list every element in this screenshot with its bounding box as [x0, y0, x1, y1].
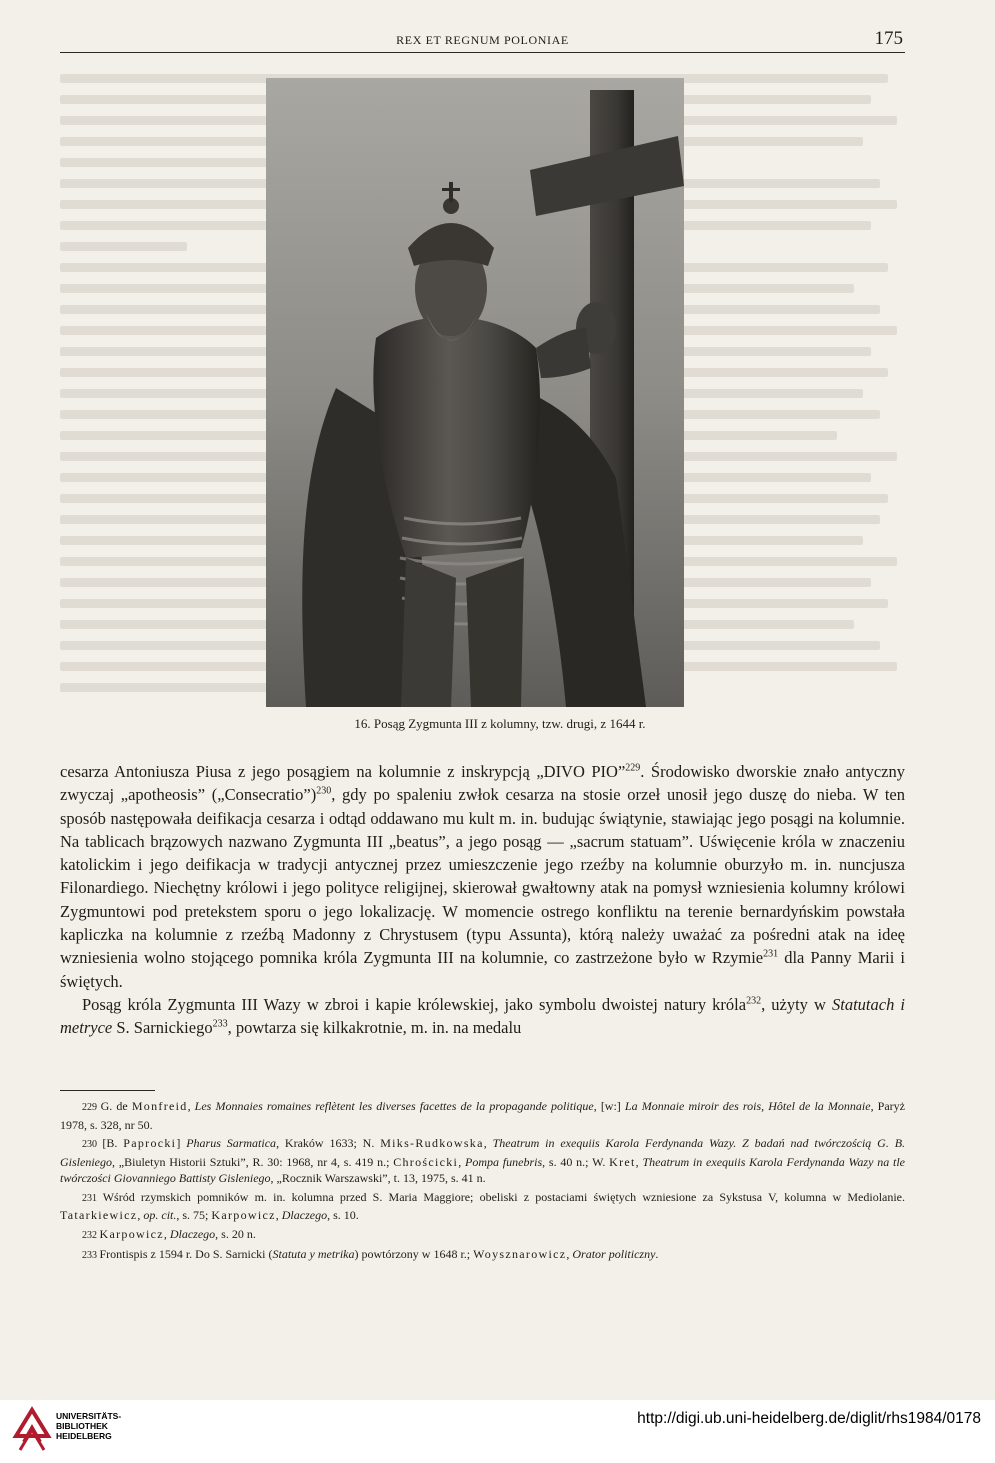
footnotes: [60, 1098, 905, 1267]
footnote-ref: 231: [763, 948, 779, 960]
text-run: , s. 20 n.: [215, 1226, 256, 1241]
footer: [0, 1400, 995, 1463]
text-run: ) powtórzony w 1648 r.;: [354, 1247, 474, 1261]
running-title: REX ET REGNUM POLONIAE: [396, 33, 569, 47]
italic-text: Pharus Sarmatica: [186, 1136, 277, 1150]
text-run: , [w:]: [593, 1099, 625, 1113]
text-run: dla Panny Marii i świętych.: [60, 948, 905, 991]
text-run: ,: [137, 1208, 144, 1222]
author-name: Chrościcki: [393, 1154, 459, 1169]
text-run: , s. 40 n.; W.: [542, 1154, 610, 1169]
text-run: , „Biuletyn Historii Sztuki”, R. 30: 1968, nr 4, s. 419 n.;: [112, 1154, 394, 1169]
figure-caption: 16. Posąg Zygmunta III z kolumny, tzw. drugi, z 1644 r.: [354, 716, 646, 731]
text-run: , powtarza się kilkakrotnie, m. in. na medalu: [227, 1018, 522, 1038]
italic-text: op. cit.: [143, 1208, 177, 1222]
footnote-rule: [60, 1090, 155, 1091]
text-run: , Paryż 1978, s. 328, nr 50.: [60, 1099, 905, 1132]
footnote-number: 229: [82, 1102, 101, 1113]
footnote: [60, 1098, 905, 1133]
footnote: [60, 1246, 905, 1265]
author-name: Miks-Rudkowska: [380, 1136, 484, 1150]
footnote-number: 233: [82, 1250, 100, 1261]
author-name: Karpowicz: [211, 1208, 276, 1222]
footnote-ref: 229: [625, 762, 641, 774]
text-run: Frontispis z 1594 r. Do S. Sarnicki (: [99, 1247, 273, 1261]
running-header: [60, 28, 905, 53]
text-run: S. Sarnickiego: [112, 1018, 213, 1038]
text-run: , użyty w: [761, 994, 833, 1014]
text-run: ]: [176, 1136, 187, 1150]
text-run: , Kraków 1633; N.: [276, 1136, 381, 1150]
italic-text: Statuta y metrika: [272, 1247, 355, 1261]
source-url-link[interactable]: http://digi.ub.uni-heidelberg.de/diglit/rhs1984/0178: [637, 1410, 981, 1427]
library-logo-icon: [12, 1406, 52, 1456]
paragraph: [60, 760, 905, 993]
statue-photo: [266, 78, 684, 707]
footnote: [60, 1189, 905, 1224]
text-run: ,: [566, 1247, 573, 1261]
body-text: [60, 760, 905, 1040]
text-run: Wśród rzymskich pomników m. in. kolumna przed S. Maria Maggiore; obeliski z postaciami świętych wzniesione za Sykstusa V, kolumna w Mediolanie.: [102, 1189, 906, 1204]
footnote: [60, 1135, 905, 1187]
text-run: ,: [635, 1154, 643, 1169]
text-run: ,: [163, 1226, 170, 1241]
text-run: .: [655, 1247, 659, 1261]
text-run: cesarza Antoniusza Piusa z jego posągiem na kolumnie z inskrypcją „DIVO PIO”: [60, 762, 626, 781]
italic-text: Theatrum in exequiis Karola Ferdynanda Wazy na tle twórczości Giovanniego Battisty Gisleniego: [60, 1154, 905, 1185]
text-run: ,: [483, 1136, 493, 1150]
italic-text: Pompa funebris: [465, 1154, 543, 1169]
author-name: Monfreid: [131, 1099, 188, 1113]
text-run: G. de: [100, 1099, 132, 1113]
author-name: Woysznarowicz: [473, 1247, 567, 1261]
author-name: Paprocki: [123, 1136, 177, 1150]
italic-text: Theatrum in exequiis Karola Ferdynanda Wazy. Z badań nad twórczością G. B. Gisleniego: [60, 1136, 906, 1169]
text-run: Posąg króla Zygmunta III Wazy w zbroi i kapie królewskiej, jako symbolu dwoistej natury króla: [82, 994, 747, 1014]
text-run: ,: [187, 1099, 195, 1113]
italic-text: Statutach i metryce: [60, 994, 906, 1038]
italic-text: La Monnaie miroir des rois, Hôtel de la Monnaie: [624, 1099, 871, 1113]
author-name: Kret: [609, 1154, 636, 1169]
text-run: . Środowisko dworskie znało antyczny zwyczaj „apotheosis” („Consecratio”): [60, 762, 905, 805]
italic-text: Dlaczego: [169, 1226, 216, 1241]
author-name: Tatarkiewicz: [60, 1208, 138, 1222]
footnote-ref: 233: [212, 1018, 228, 1030]
text-run: ,: [275, 1208, 282, 1222]
footnote-ref: 232: [746, 995, 762, 1007]
paragraph: [60, 993, 905, 1040]
footnote: [60, 1226, 905, 1245]
footnote-number: 230: [82, 1139, 103, 1150]
footnote-number: 232: [82, 1229, 100, 1241]
text-run: , gdy po spaleniu zwłok cesarza na stosie orzeł unosił jego duszę do nieba. W ten sposób następowała deifikacja cesarza i odtąd oddawano mu kult m. in. budując świątynie, stawiając jego posągi na kolumnie. Na tablicach brązowych nazwano Zygmunta III „beatus”, a jego posąg — „sacrum statuam”. Uświęcenie króla w znaczeniu katolickim i jego deifikacja w tradycji antycznej przez umieszczenie jego rzeźby na kolumnie oburzyło m. in. nuncjusza Filonardiego. Niechętny królowi i jego polityce religijnej, skierował gwałtowny atak na pomysł wzniesienia kolumny królowi Zygmuntowi pod pretekstem sporu o jego lokalizację. W momencie ostrego konfliktu na terenie bernardyńskim powstała kapliczka na kolumnie z rzeźbą Madonny z Chrystusem (typu Assunta), którą należy uważać za pośredni atak na ideę wzniesienia wolno stojącego pomnika króla Zygmunta III na kolumnie, co zastrzeżone było w Rzymie: [60, 785, 905, 968]
italic-text: Les Monnaies romaines reflètent les diverses facettes de la propagande politique: [194, 1099, 594, 1113]
text-run: [B.: [102, 1136, 124, 1150]
page-number: 175: [874, 28, 903, 49]
footnote-ref: 230: [316, 785, 332, 797]
text-run: , s. 75;: [176, 1208, 212, 1222]
italic-text: Orator politiczny: [572, 1247, 656, 1261]
footnote-number: 231: [82, 1192, 103, 1204]
italic-text: Dlaczego: [281, 1208, 328, 1222]
library-name: UNIVERSITÄTS- BIBLIOTHEK HEIDELBERG: [56, 1411, 122, 1441]
text-run: , s. 10.: [327, 1208, 359, 1222]
author-name: Karpowicz: [99, 1226, 164, 1241]
text-run: , „Rocznik Warszawski”, t. 13, 1975, s. 41 n.: [270, 1171, 486, 1185]
statue-illustration: [266, 78, 684, 707]
text-run: ,: [458, 1154, 465, 1169]
